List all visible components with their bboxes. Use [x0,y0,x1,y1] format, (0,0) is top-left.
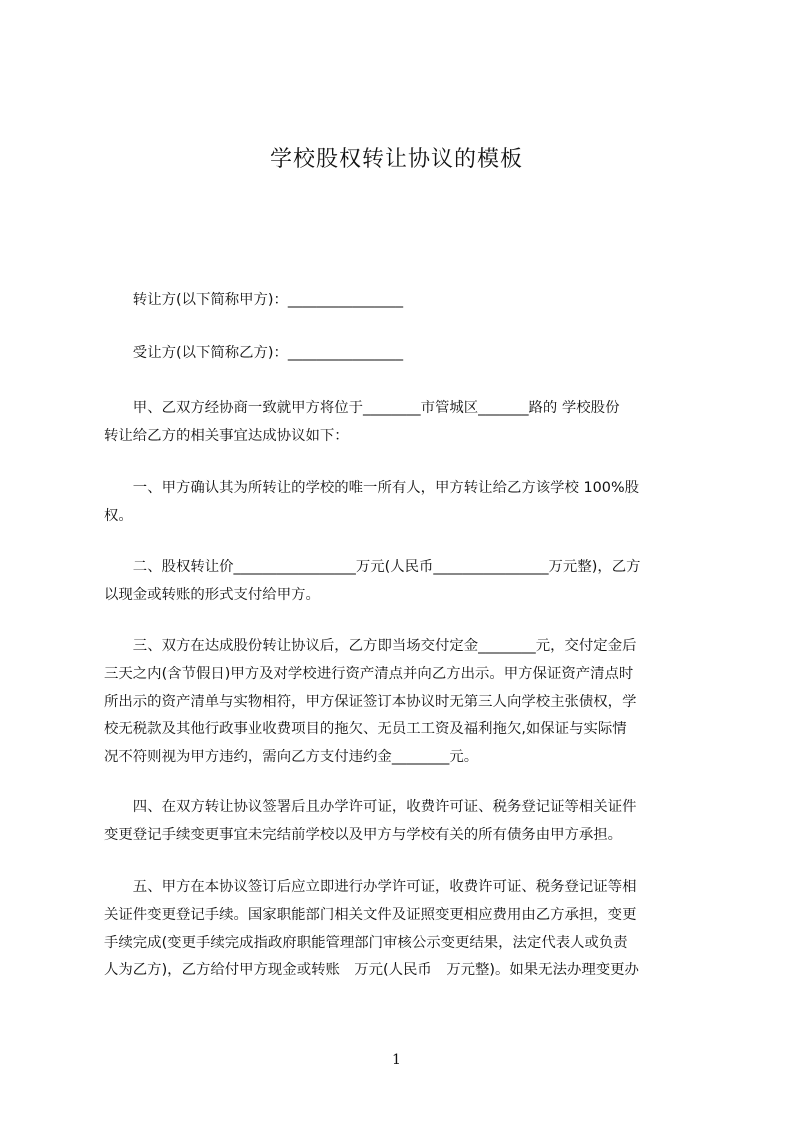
clause-4 [104,794,700,850]
clause-2-line-1: 二、股权转让价_________________万元(人民币________________万元整)，乙方 [132,559,641,575]
page-number: 1 [392,1052,401,1068]
clause-2-line-2: 以现金或转账的形式支付给甲方。 [104,586,320,603]
transferor-line [104,287,700,315]
clause-3-line-3: 所出示的资产清单与实物相符，甲方保证签订本协议时无第三人向学校主张债权，学 [104,693,637,710]
intro-line-2: 转让给乙方的相关事宜达成协议如下： [104,427,349,444]
clause-1-line-1: 一、甲方确认其为所转让的学校的唯一所有人，甲方转让给乙方该学校 100%股 [132,480,640,496]
transferee-line [104,340,700,368]
clause-3 [104,633,700,772]
clause-5-line-1: 五、甲方在本协议签订后应立即进行办学许可证，收费许可证、税务登记证等相 [132,879,637,895]
clause-3-line-2: 三天之内(含节假日)甲方及对学校进行资产清点并向乙方出示。甲方保证资产清点时 [104,665,634,682]
clause-5-line-4: 人为乙方)，乙方给付甲方现金或转账 万元(人民币 万元整)。如果无法办理变更办 [104,962,639,979]
clause-2 [104,554,700,610]
intro-line-1: 甲、乙双方经协商一致就甲方将位于________市管城区_______路的 学校股份 [132,400,620,416]
clause-1 [104,475,700,531]
clause-3-line-4: 校无税款及其他行政事业收费项目的拖欠、无员工工资及福利拖欠,如保证与实际情 [104,721,627,738]
intro-paragraph [104,395,700,451]
clause-4-line-1: 四、在双方转让协议签署后且办学许可证，收费许可证、税务登记证等相关证件 [132,799,637,815]
clause-3-line-1: 三、双方在达成股份转让协议后，乙方即当场交付定金________元，交付定金后 [132,638,637,654]
clause-3-line-5: 况不符则视为甲方违约，需向乙方支付违约金________元。 [104,749,479,766]
transferor-text: 转让方(以下简称甲方)：________________ [132,292,404,308]
clause-5-line-2: 关证件变更登记手续。国家职能部门相关文件及证照变更相应费用由乙方承担，变更 [104,906,637,923]
document-title: 学校股权转让协议的模板 [269,147,523,172]
clause-4-line-2: 变更登记手续变更事宜未完结前学校以及甲方与学校有关的所有债务由甲方承担。 [104,826,623,843]
clause-5 [104,874,700,985]
transferee-text: 受让方(以下简称乙方)：________________ [132,345,404,361]
clause-1-line-2: 权。 [104,507,133,524]
clause-5-line-3: 手续完成(变更手续完成指政府职能管理部门审核公示变更结果，法定代表人或负责 [104,934,628,951]
